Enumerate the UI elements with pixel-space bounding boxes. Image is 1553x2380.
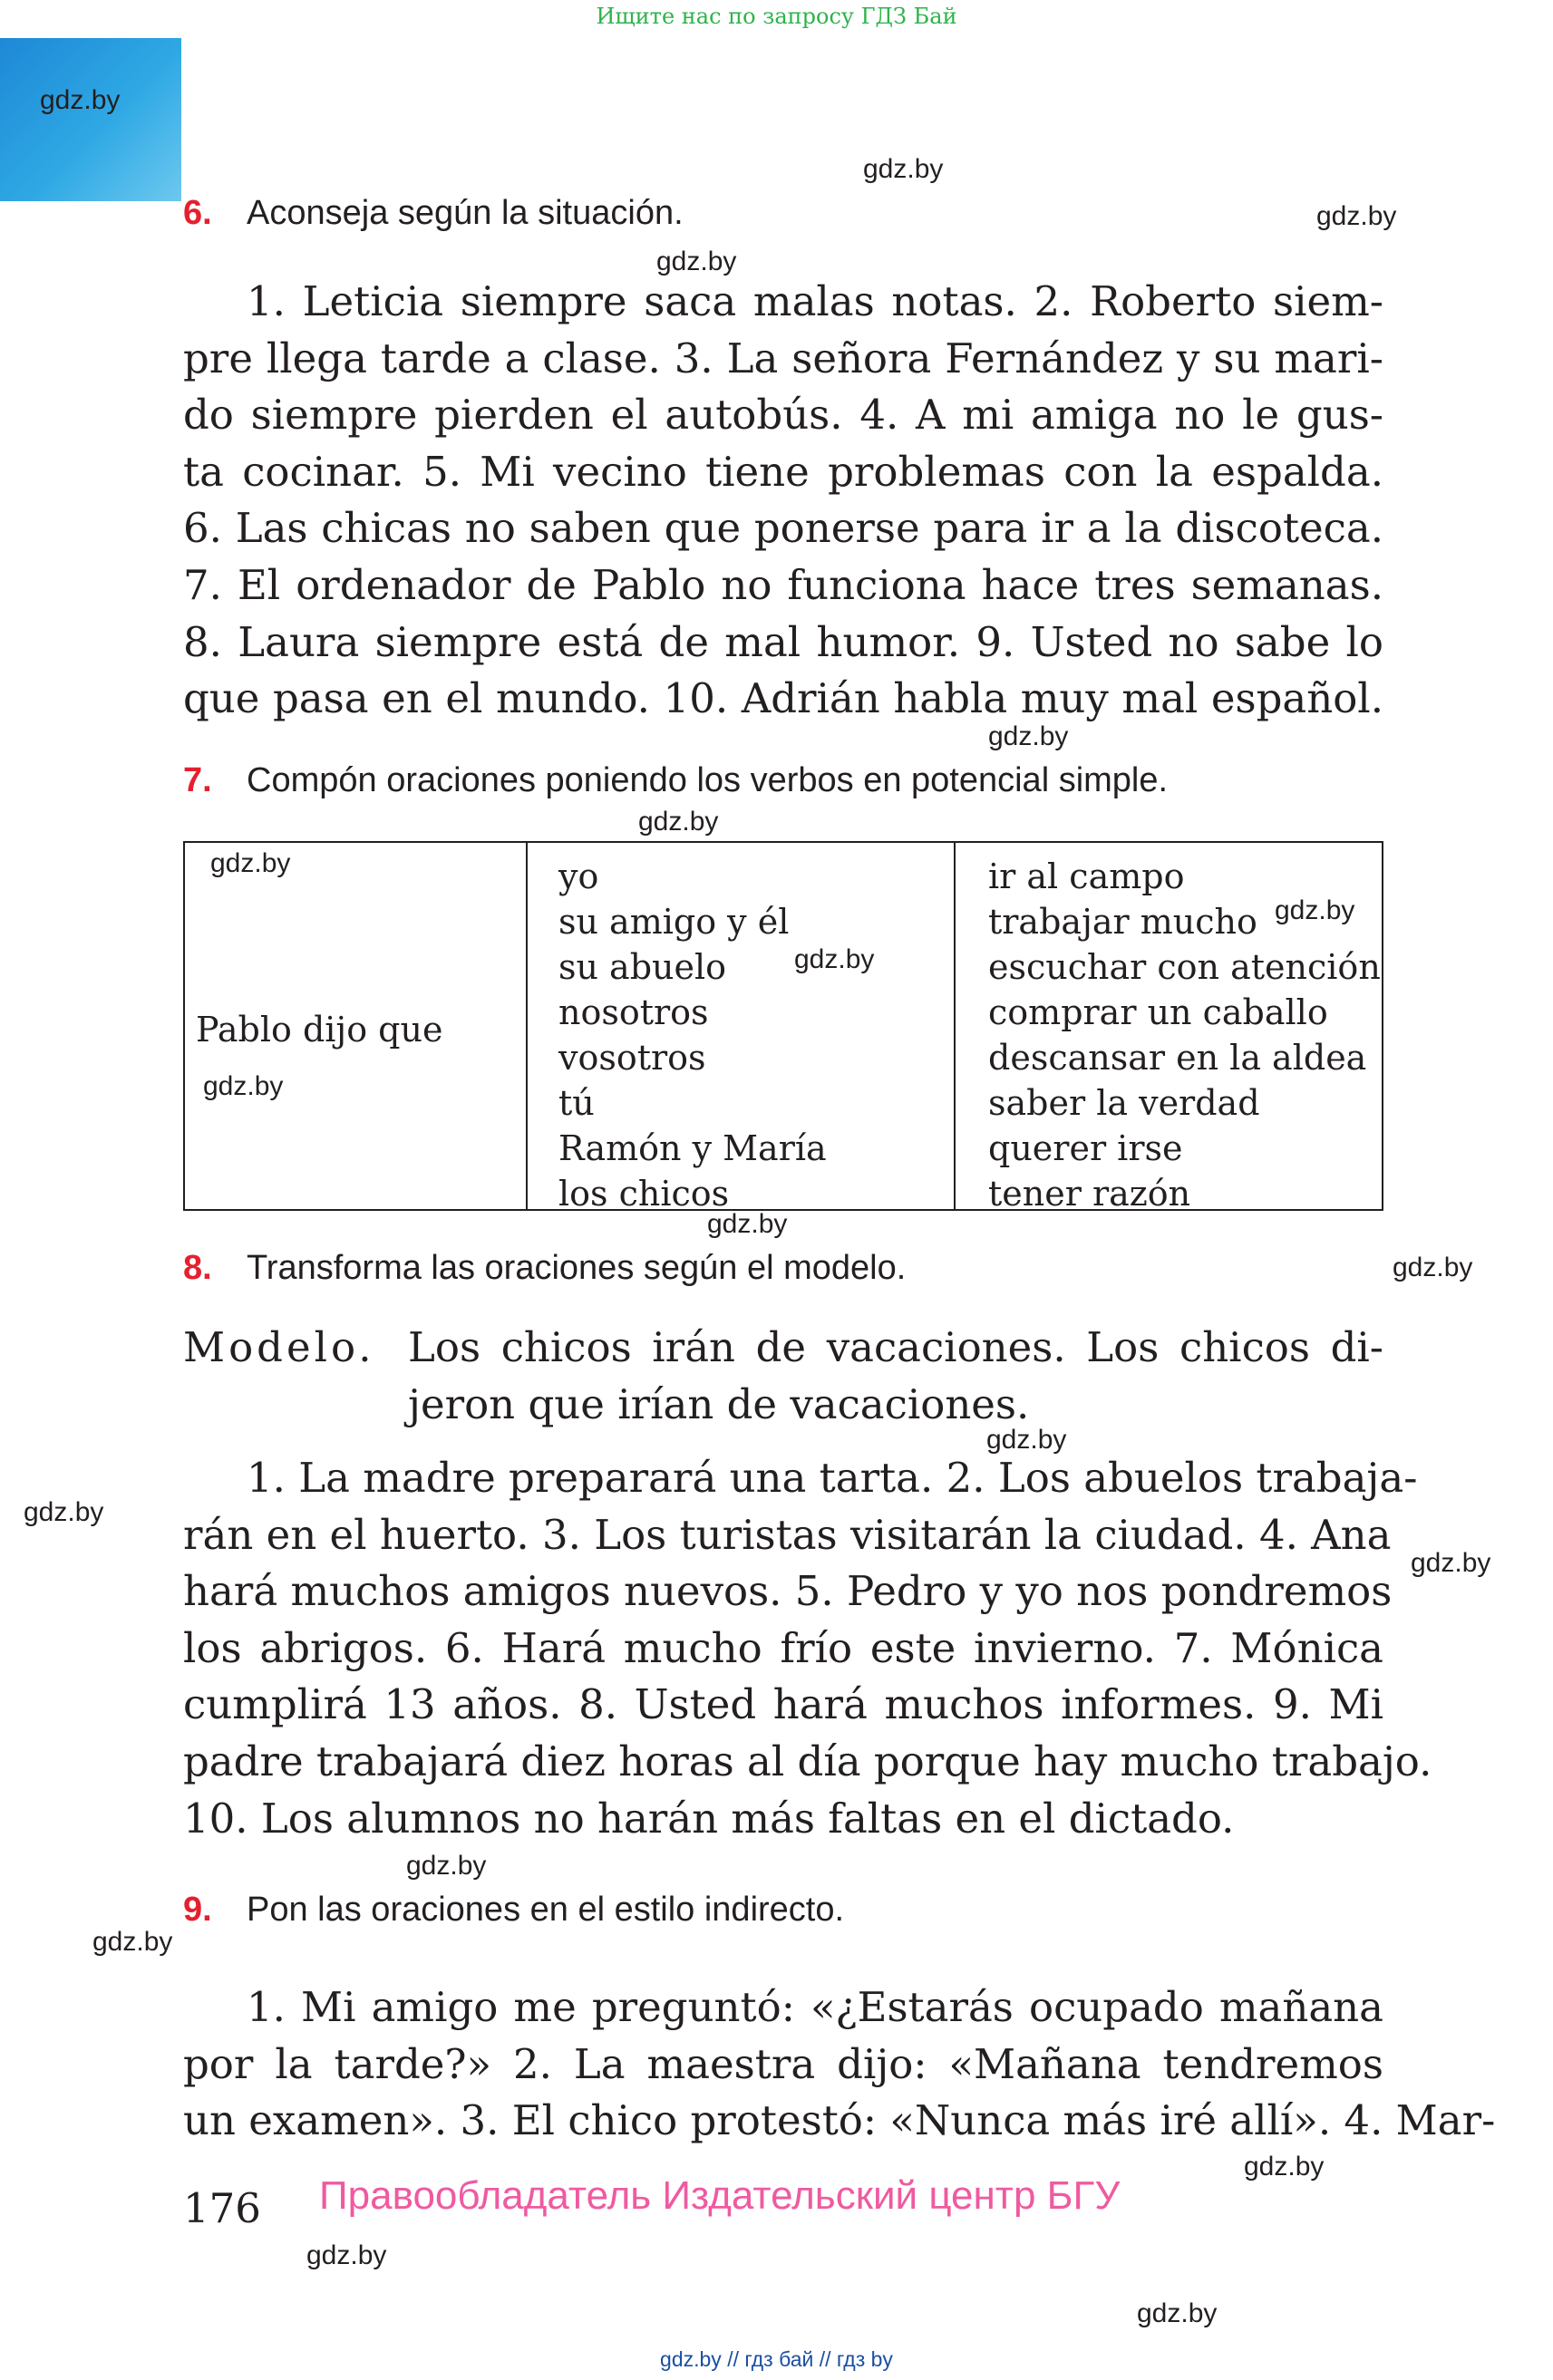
watermark: gdz.by [92,1927,173,1957]
task-9-title: Pon las oraciones en el estilo indirecto. [247,1891,845,1929]
subject-cell: su abuelo [558,947,727,987]
watermark: gdz.by [1316,201,1397,231]
action-cell: descansar en la aldea [988,1038,1367,1078]
action-cell: escuchar con atención [988,947,1381,987]
text-line: rán en el huerto. 3. Los turistas visitarán la ciudad. 4. Ana [183,1510,1392,1559]
task-6-number: 6. [183,194,212,232]
model-label: Modelo. [183,1323,375,1371]
watermark: gdz.by [306,2240,387,2270]
subject-cell: Ramón y María [558,1128,827,1168]
subject-cell: los chicos [558,1174,730,1214]
subject-cell: nosotros [558,992,709,1032]
watermark: gdz.by [988,721,1069,751]
corner-watermark: gdz.by [40,85,121,115]
subject-cell: su amigo y él [558,902,790,942]
table-divider [954,843,956,1209]
action-cell: querer irse [988,1128,1183,1168]
task-6-title: Aconseja según la situación. [247,194,684,232]
text-line: 1. Leticia siempre saca malas notas. 2. Roberto siem- [247,277,1383,325]
task-8-number: 8. [183,1249,212,1287]
text-line: que pasa en el mundo. 10. Adrián habla muy mal español. [183,674,1383,723]
task-7-number: 7. [183,761,212,799]
text-line: 1. Mi amigo me preguntó: «¿Estarás ocupado mañana [247,1983,1383,2031]
model-line: jeron que irían de vacaciones. [408,1379,1030,1428]
action-cell: ir al campo [988,856,1185,896]
subjects-column [558,854,827,1214]
watermark: gdz.by [1411,1548,1491,1578]
watermark: gdz.by [24,1497,104,1527]
watermark: gdz.by [1275,895,1355,925]
text-line: ta cocinar. 5. Mi vecino tiene problemas con la espalda. [183,447,1383,496]
task-8-body [183,1450,1432,1847]
task-9-number: 9. [183,1891,212,1929]
action-cell: tener razón [988,1174,1191,1214]
subject-cell: yo [558,856,599,896]
task-8-title: Transforma las oraciones según el modelo. [247,1249,907,1287]
watermark: gdz.by [406,1851,487,1881]
watermark: gdz.by [1393,1253,1473,1282]
watermark: gdz.by [203,1071,284,1101]
text-line: 10. Los alumnos no harán más faltas en el dictado. [183,1794,1235,1843]
text-line: los abrigos. 6. Hará mucho frío este invierno. 7. Mónica [183,1623,1383,1672]
text-line: 8. Laura siempre está de mal humor. 9. Usted no sabe lo [183,617,1383,666]
text-line: 1. La madre preparará una tarta. 2. Los abuelos trabaja- [247,1454,1418,1502]
table-lead-phrase: Pablo dijo que [196,1010,443,1050]
watermark: gdz.by [707,1209,788,1239]
watermark: gdz.by [986,1425,1067,1455]
text-line: pre llega tarde a clase. 3. La señora Fernández y su mari- [183,334,1383,382]
subject-cell: vosotros [558,1038,706,1078]
text-line: un examen». 3. El chico protestó: «Nunca más iré allí». 4. Mar- [183,2096,1496,2145]
text-line: do siempre pierden el autobús. 4. A mi amiga no le gus- [183,391,1383,440]
watermark: gdz.by [210,848,291,878]
action-cell: saber la verdad [988,1083,1260,1123]
text-line: cumplirá 13 años. 8. Usted hará muchos informes. 9. Mi [183,1680,1383,1729]
watermark: gdz.by [656,247,737,276]
model-sentence: Los chicos irán de vacaciones. Los chicos di- [408,1323,1383,1371]
action-cell: trabajar mucho [988,902,1257,942]
action-cell: comprar un caballo [988,992,1328,1032]
model-line [183,1320,1383,1377]
watermark: gdz.by [794,944,875,974]
corner-logo-block [0,38,181,201]
task-7-title: Compón oraciones poniendo los verbos en potencial simple. [247,761,1169,799]
table-divider [526,843,528,1209]
task-9-body [183,1979,1496,2150]
watermark: gdz.by [1137,2298,1218,2328]
conjugation-table [183,841,1383,1214]
top-banner: Ищите нас по запросу ГДЗ Бай [596,4,957,29]
text-line: por la tarde?» 2. La maestra dijo: «Mañana tendremos [183,2039,1383,2088]
copyright-owner: Правообладатель Издательский центр БГУ [319,2173,1121,2218]
footer-links[interactable]: gdz.by // гдз бай // гдз by [660,2347,893,2371]
task-8-model [183,1320,1383,1433]
subject-cell: tú [558,1083,595,1123]
text-line: 6. Las chicas no saben que ponerse para ir a la discoteca. [183,504,1383,553]
watermark: gdz.by [638,807,719,837]
text-line: hará muchos amigos nuevos. 5. Pedro y yo nos pondremos [183,1567,1393,1616]
task-6-body [183,274,1383,728]
watermark: gdz.by [1244,2152,1325,2182]
watermark: gdz.by [863,154,944,184]
page-number: 176 [183,2184,261,2232]
text-line: 7. El ordenador de Pablo no funciona hace tres semanas. [183,560,1383,609]
text-line: padre trabajará diez horas al día porque hay mucho trabajo. [183,1737,1432,1785]
